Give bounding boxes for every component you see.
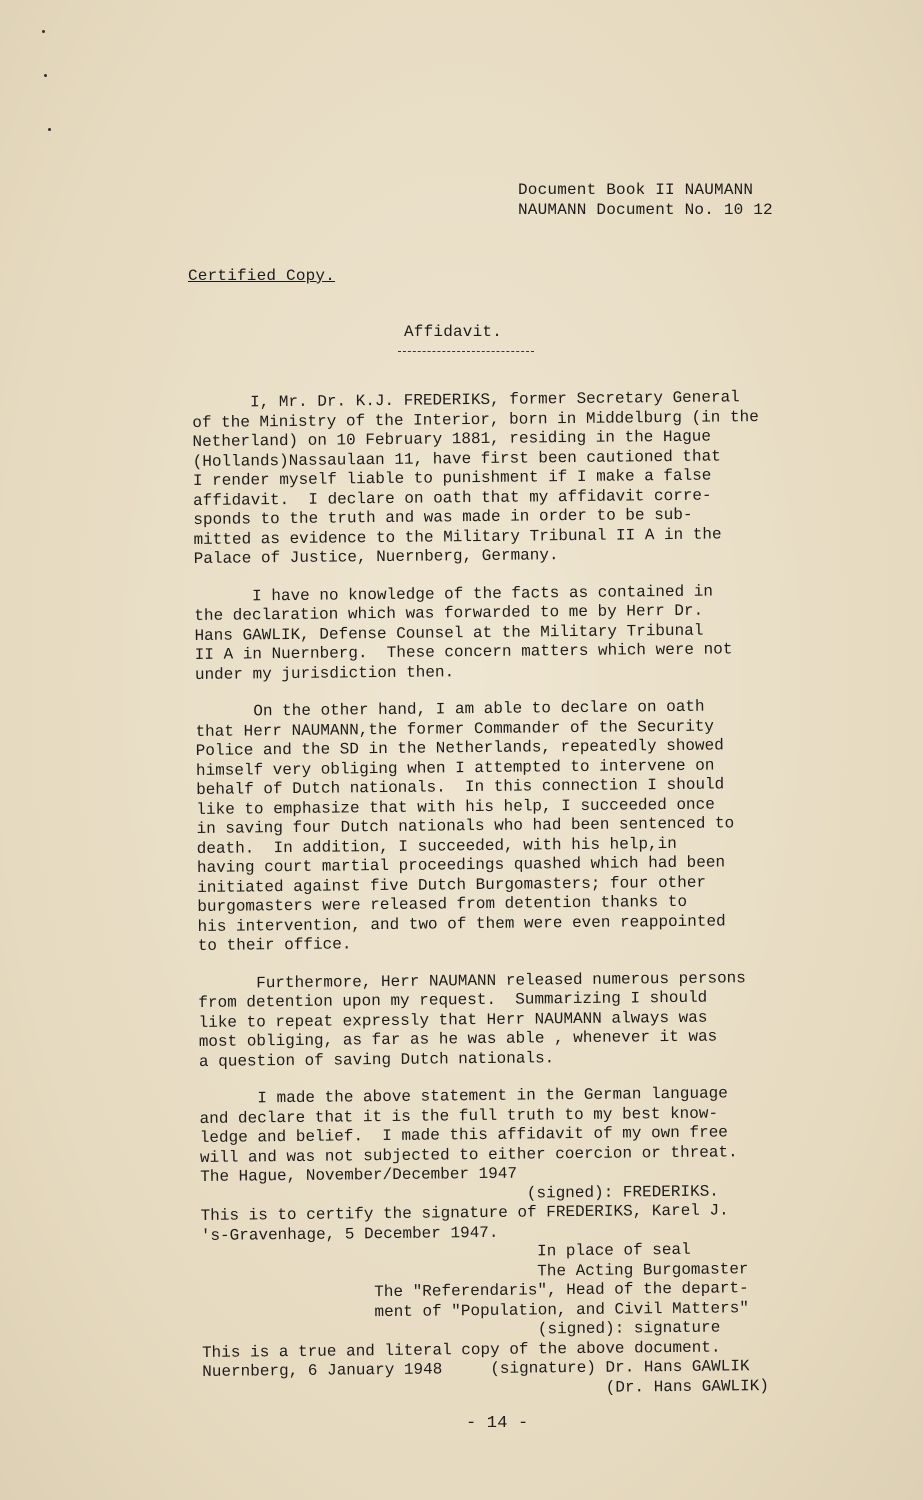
signed-line: (signed): FREDERIKS. [200, 1182, 719, 1206]
certification-date: 's-Gravenhage, 5 December 1947. [200, 1223, 499, 1245]
text-line: I made the above statement in the German language [257, 1084, 728, 1108]
paragraph-1 [192, 387, 874, 570]
text-line: that Herr NAUMANN,the former Commander of the Security [195, 717, 715, 741]
text-line: initiated against five Dutch Burgomasters; four other [197, 873, 707, 897]
text-line: affidavit. I declare on oath that my affidavit corre- [193, 486, 712, 510]
text-line: I render myself liable to punishment if I make a false [192, 466, 712, 490]
text-line: under my jurisdiction then. [194, 662, 455, 684]
text-line: I have no knowledge of the facts as contained in [252, 582, 714, 605]
text-line: Netherland) on 10 February 1881, residing in the Hague [192, 427, 712, 451]
text-line: Hans GAWLIK, Defense Counsel at the Military Tribunal [194, 621, 704, 645]
text-line: like to emphasize that with his help, I succeeded once [196, 795, 715, 819]
text-line: having court martial proceedings quashed which had been [196, 853, 726, 877]
gawlik-signature-line: Nuernberg, 6 January 1948 (signature) Dr. Hans GAWLIK [202, 1357, 750, 1381]
text-line: the declaration which was forwarded to me by Herr Dr. [194, 601, 704, 625]
text-line: On the other hand, I am able to declare on oath [253, 697, 705, 721]
text-line: will and was not subjected to either coercion or threat. [199, 1142, 738, 1167]
text-line: his intervention, and two of them were even reappointed [197, 911, 726, 936]
text-line: Police and the SD in the Netherlands, repeatedly showed [195, 736, 724, 760]
text-line: most obliging, as far as he was able , whenever it was [198, 1027, 718, 1051]
text-line: death. In addition, I succeeded, with his help,in [196, 834, 677, 858]
certified-copy-heading: Certified Copy. [188, 267, 336, 285]
text-line: sponds to the truth and was made in order to be sub- [193, 505, 693, 529]
text-line: of the Ministry of the Interior, born in Middelburg (in the [192, 407, 759, 432]
text-line: (Hollands)Nassaulaan 11, have first been cautioned that [192, 446, 721, 471]
text-line: and declare that it is the full truth to my best know- [199, 1104, 719, 1128]
document-header [518, 180, 773, 220]
scan-speck [44, 74, 47, 77]
signature-block [200, 1180, 882, 1402]
text-line: burgomasters were released from detention thanks to [197, 892, 688, 916]
seal-line: In place of seal [200, 1240, 691, 1264]
text-line: to their office. [197, 935, 352, 955]
gawlik-name-line: (Dr. Hans GAWLIK) [202, 1376, 770, 1401]
text-line: II A in Nuernberg. These concern matters which were not [194, 640, 733, 664]
text-line: I, Mr. Dr. K.J. FREDERIKS, former Secretary General [249, 388, 740, 412]
text-line: in saving four Dutch nationals who had been sentenced to [196, 814, 735, 838]
text-line: from detention upon my request. Summarizing I should [198, 988, 708, 1012]
paragraph-3 [195, 696, 878, 957]
text-line: himself very obliging when I attempted to intervene on [195, 756, 715, 780]
text-line: like to repeat expressly that Herr NAUMANN always was [198, 1008, 708, 1032]
header-line-2: NAUMANN Document No. 10 12 [518, 201, 773, 219]
true-copy-line: This is a true and literal copy of the above document. [201, 1338, 721, 1362]
text-line: The Hague, November/December 1947 [200, 1164, 518, 1186]
signed-signature-line: (signed): signature [201, 1318, 721, 1342]
certification-line: This is to certify the signature of FREDERIKS, Karel J. [200, 1201, 729, 1225]
text-line: Furthermore, Herr NAUMANN released numerous persons [256, 968, 746, 992]
text-line: a question of saving Dutch nationals. [198, 1048, 555, 1071]
text-line: mitted as evidence to the Military Tribunal II A in the [193, 524, 722, 549]
document-body [192, 387, 883, 1402]
page-number: - 14 - [466, 1414, 529, 1433]
text-line: ledge and belief. I made this affidavit of my own free [199, 1123, 728, 1147]
text-line: Palace of Justice, Nuernberg, Germany. [193, 546, 559, 568]
paragraph-5 [199, 1083, 880, 1188]
paragraph-2 [194, 580, 875, 685]
title-underline [398, 351, 534, 352]
paragraph-4 [198, 967, 879, 1072]
referendaris-line: The "Referendaris", Head of the depart- [201, 1279, 749, 1303]
text-line: behalf of Dutch nationals. In this connection I should [196, 775, 725, 799]
scan-speck [48, 128, 51, 131]
affidavit-title: Affidavit. [404, 323, 503, 341]
header-line-1: Document Book II NAUMANN [518, 181, 754, 199]
scan-speck [42, 30, 45, 33]
burgomaster-line: The Acting Burgomaster [201, 1259, 749, 1284]
department-line: ment of "Population, and Civil Matters" [201, 1298, 749, 1323]
